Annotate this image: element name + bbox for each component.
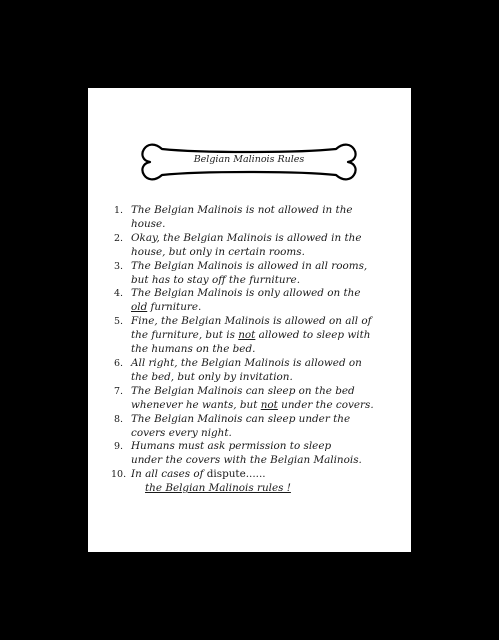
bone-banner: [140, 133, 358, 191]
list-item: 1. The Belgian Malinois is not allowed in the house.: [114, 204, 353, 230]
final-rule: the Belgian Malinois rules !: [145, 482, 291, 495]
rules-list: [102, 204, 402, 496]
list-item: 2. Okay, the Belgian Malinois is allowed in the house, but only in certain rooms.: [114, 231, 362, 258]
list-item: 5. Fine, the Belgian Malinois is allowed on all of the furniture, but is not allowed to sleep with the humans on the bed.: [114, 315, 372, 356]
list-item: 9. Humans must ask permission to sleep under the covers with the Belgian Malinois.: [114, 440, 362, 467]
list-item: 8. The Belgian Malinois can sleep under the covers every night.: [114, 412, 351, 439]
list-item: 3. The Belgian Malinois is allowed in all rooms, but has to stay off the furniture.: [114, 259, 368, 286]
rules-card: [88, 88, 411, 552]
list-item: 10. In all cases of dispute...... the Belgian Malinois rules !: [111, 468, 291, 495]
list-item: 7. The Belgian Malinois can sleep on the bed whenever he wants, but not under the covers.: [114, 384, 374, 411]
list-item: 4. The Belgian Malinois is only allowed on the old furniture.: [114, 287, 361, 314]
list-item: 6. All right, the Belgian Malinois is allowed on the bed, but only by invitation.: [114, 356, 362, 383]
page-title: Belgian Malinois Rules: [193, 154, 305, 165]
